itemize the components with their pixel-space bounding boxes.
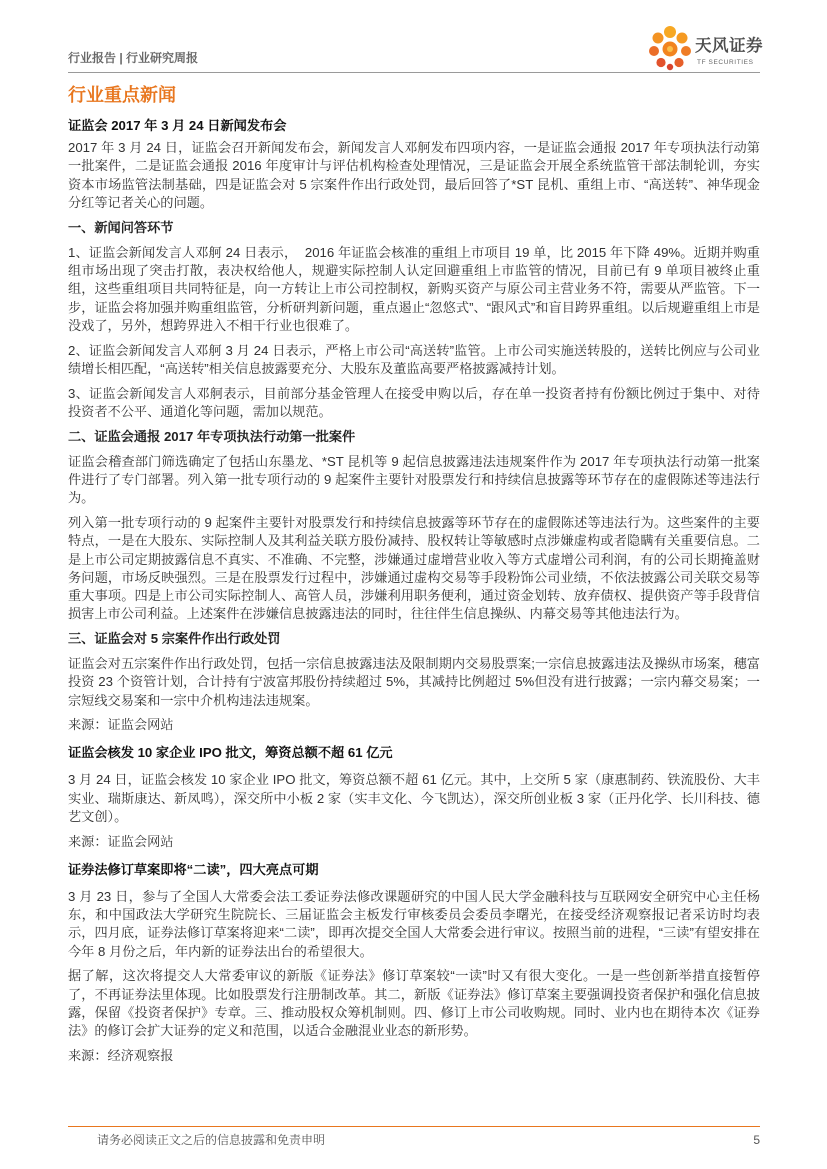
logo-petal <box>649 46 659 56</box>
logo-petal <box>664 26 676 38</box>
logo-name-cn: 天风证券 <box>695 37 763 55</box>
news-paragraph: 列入第一批专项行动的 9 起案件主要针对股票发行和持续信息披露等环节存在的虚假陈述等违法行为。这些案件的主要特点，一是在大股东、实际控制人及其利益关联方股份减持、股权转让等敏感时点涉嫌虚构或者隐瞒有关重要信息。二是上市公司定期披露信息不真实、不准确、不完整，涉嫌通过虚增营业收入等方式虚增公司利润，有的公司长期掩盖财务问题，市场反映强烈。三是在股票发行过程中，涉嫌通过虚构交易等手段粉饰公司业绩，不依法披露公司关联交易等重大事项。四是上市公司实际控制人、高管人员，涉嫌利用职务便利，通过资金划转、放弃债权、提供资产等手段背信损害上市公司利益。上述案件在涉嫌信息披露违法的同时，往往伴生信息操纵、内幕交易等其他违法行为。 <box>68 514 760 622</box>
news-subheading: 二、证监会通报 2017 年专项执法行动第一批案件 <box>68 428 356 444</box>
footer-divider <box>68 1126 760 1127</box>
news-paragraph: 证监会稽查部门筛选确定了包括山东墨龙、*ST 昆机等 9 起信息披露违法违规案件作为 2017 年专项执法行动第一批案件进行了专门部署。列入第一批专项行动的 9 起案件主要针对股票发行和持续信息披露等环节存在的虚假陈述等违法行为。 <box>68 453 760 506</box>
page-content <box>68 83 760 1065</box>
logo-center-dot <box>667 46 673 52</box>
report-breadcrumb: 行业报告 | 行业研究周报 <box>68 51 199 65</box>
logo-petal <box>653 33 664 44</box>
logo-petal <box>674 58 683 67</box>
news-paragraph: 据了解，这次将提交人大常委审议的新版《证券法》修订草案较“一读”时又有很大变化。一是一些创新举措直接暂停了，不再证券法里体现。比如股票发行注册制改革。其二，新版《证券法》修订草案主要强调投资者保护和强化信息披露，保留《投资者保护》专章。三、推动股权众筹机制则。四、修订上市公司收购规。同时、业内也在期待本次《证券法》的修订会扩大证券的定义和范围，以适合金融混业业态的新形势。 <box>68 968 760 1039</box>
news-subheading: 一、新闻问答环节 <box>68 219 174 235</box>
footer-disclaimer: 请务必阅读正文之后的信息披露和免责申明 <box>97 1133 326 1147</box>
news-title: 证监会核发 10 家企业 IPO 批文，筹资总额不超 61 亿元 <box>68 745 393 761</box>
news-source: 来源：证监会网站 <box>68 717 174 733</box>
news-source: 来源：经济观察报 <box>68 1048 174 1064</box>
news-paragraph: 3 月 23 日，参与了全国人大常委会法工委证券法修改课题研究的中国人民大学金融科技与互联网安全研究中心主任杨东，和中国政法大学研究生院院长、三届证监会主板发行审核委员会委员李曙光，在接受经济观察报记者采访时均表示，四月底，证券法修订草案将迎来“二读”，即再次提交全国人大常委会进行审议。按照当前的进程，“三读”有望安排在今年 8 月份之后，年内新的证券法出台的希望很大。 <box>68 888 760 959</box>
news-paragraph: 2、证监会新闻发言人邓舸 3 月 24 日表示，严格上市公司“高送转”监管。上市公司实施送转股的，送转比例应与公司业绩增长相匹配，“高送转”相关信息披露要充分、大股东及董监高要严格披露减持计划。 <box>68 342 760 376</box>
logo-name-en: TF SECURITIES <box>697 59 754 66</box>
section-title: 行业重点新闻 <box>68 85 176 105</box>
logo-petal <box>677 33 688 44</box>
news-title: 证监会 2017 年 3 月 24 日新闻发布会 <box>68 117 287 133</box>
news-paragraph: 3 月 24 日，证监会核发 10 家企业 IPO 批文，筹资总额不超 61 亿元。其中，上交所 5 家（康惠制药、铁流股份、大丰实业、瑞斯康达、新凤鸣），深交所中小板 2 家（实丰文化、今飞凯达），深交所创业板 3 家（正丹化学、长川科技、德艺文创）。 <box>68 772 760 825</box>
news-paragraph: 2017 年 3 月 24 日，证监会召开新闻发布会，新闻发言人邓舸发布四项内容，一是证监会通报 2017 年专项执法行动第一批案件，二是证监会通报 2016 年度审计与评估机构检查处理情况，三是证监会开展全系统监管干部法制轮训，夯实资本市场监管法制基础，四是证监会对 5 宗案件作出行政处罚，最后回答了*ST 昆机、重组上市、“高送转”、神华现金分红等记者关心的问题。 <box>68 140 760 211</box>
logo-petal <box>667 64 673 70</box>
news-title: 证券法修订草案即将“二读”，四大亮点可期 <box>68 861 319 877</box>
tf-flower-logo-icon <box>648 25 692 71</box>
news-paragraph: 3、证监会新闻发言人邓舸表示，目前部分基金管理人在接受申购以后，存在单一投资者持有份额比例过于集中、对待投资者不公平、通道化等问题，需加以规范。 <box>68 385 760 419</box>
logo-petal <box>681 46 691 56</box>
news-subheading: 三、证监会对 5 宗案件作出行政处罚 <box>68 631 281 647</box>
page-number: 5 <box>753 1133 760 1147</box>
news-source: 来源：证监会网站 <box>68 833 174 849</box>
news-paragraph: 1、证监会新闻发言人邓舸 24 日表示， 2016 年证监会核准的重组上市项目 19 单，比 2015 年下降 49%。近期并购重组市场出现了突击打散，表决权给他人，规避实际控制人认定回避重组上市监管的情况，目前已有 9 单项目被终止重组，这些重组项目共同特征是，向一方转让上市公司控制权，新购买资产与原公司主营业务不符，需要从严监管。下一步，证监会将加强并购重组监管，分析研判新问题，重点遏止“忽悠式”、“跟风式”和盲目跨界重组。以后规避重组上市是没戏了，另外，想跨界进入不相干行业也很难了。 <box>68 244 760 333</box>
logo-petal <box>656 58 665 67</box>
news-paragraph: 证监会对五宗案件作出行政处罚，包括一宗信息披露违法及限制期内交易股票案;一宗信息披露违法及操纵市场案，穗富投资 23 个资管计划，合计持有宁波富邦股份持续超过 5%，其减持比例超过 5%但没有进行披露；一宗内幕交易案；一宗短线交易案和一宗中介机构违法违规案。 <box>68 656 760 708</box>
header-divider <box>68 72 760 73</box>
